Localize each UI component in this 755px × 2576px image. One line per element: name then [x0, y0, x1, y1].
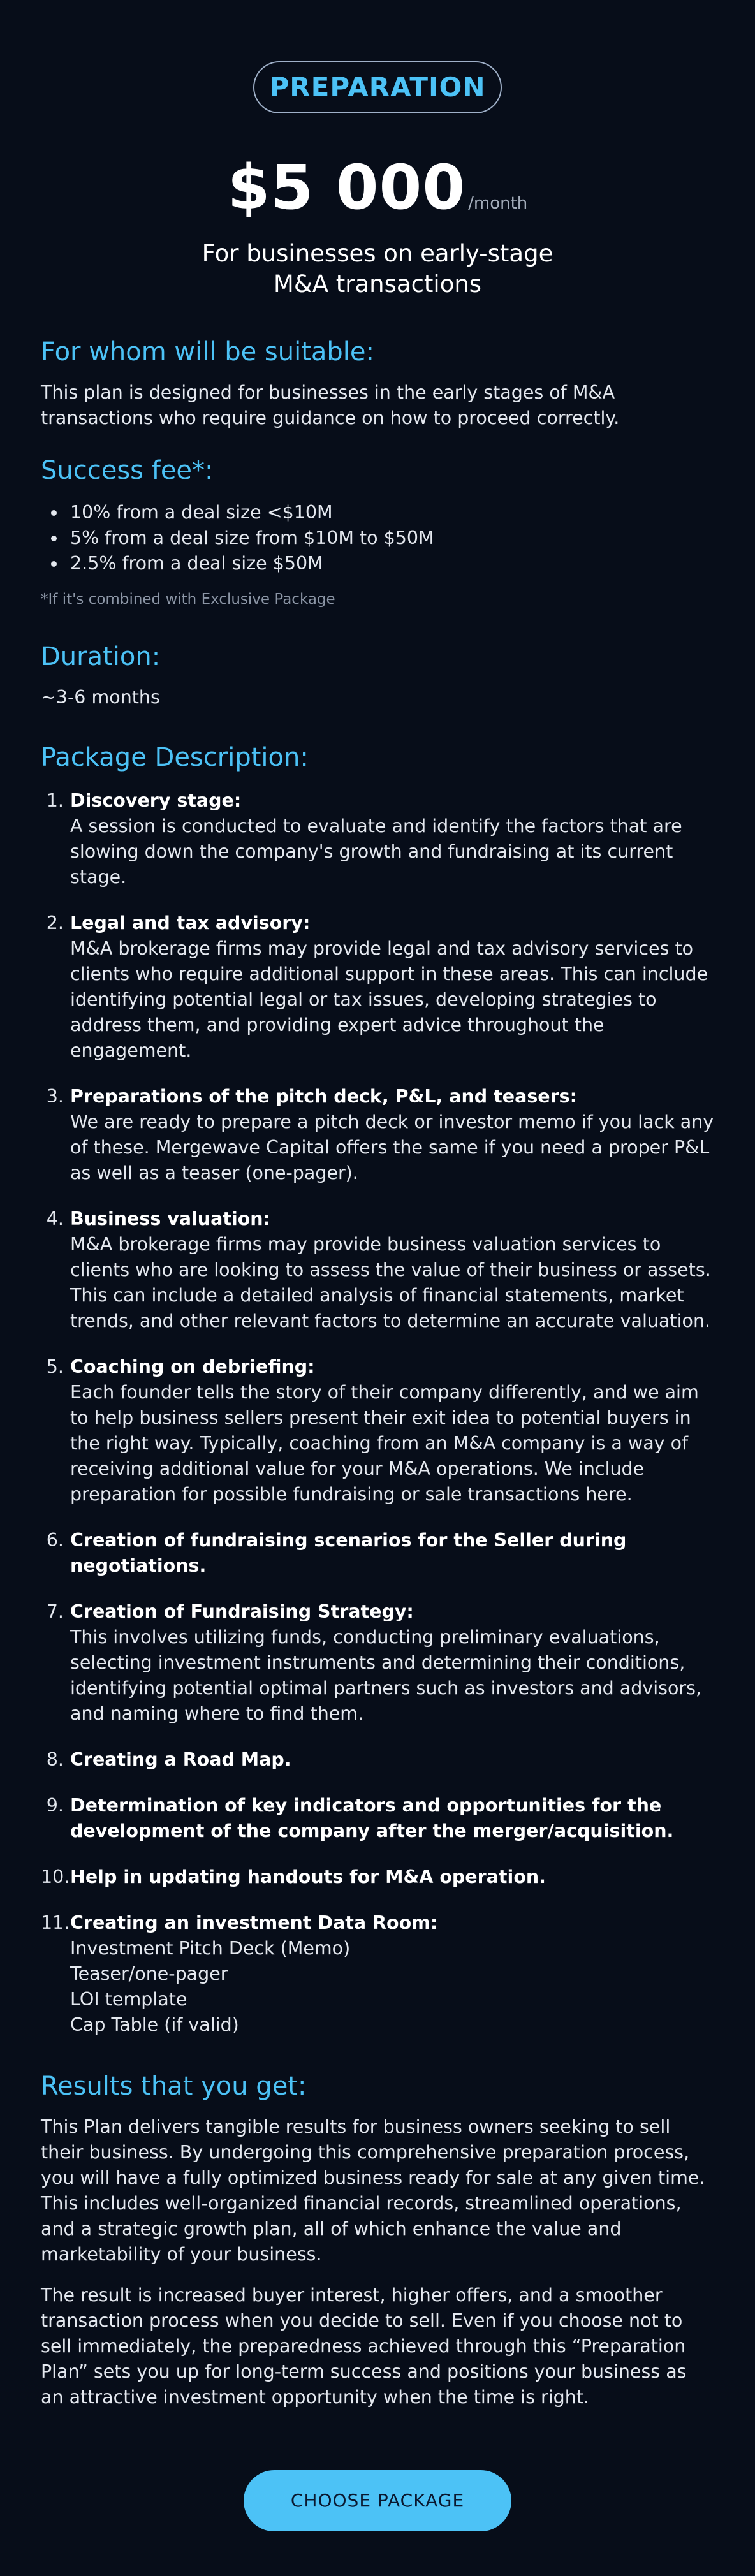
- step-item: [41, 1793, 714, 1844]
- results-paragraph-1: This Plan delivers tangible results for business owners seeking to sell their business. By undergoing this comprehensive preparation process, you will have a fully optimized business ready for sale at any given time. This includes well-organized financial records, streamlined operations, and a strategic growth plan, all of which enhance the value and marketability of your business.: [41, 2116, 705, 2265]
- step-title: Preparations of the pitch deck, P&L, and teasers:: [70, 1086, 578, 1107]
- step-item: [41, 911, 714, 1064]
- duration-text: ~3-6 months: [41, 687, 160, 708]
- step-text: M&A brokerage firms may provide business valuation services to clients who are looking to assess the value of their business or assets. This can include a detailed analysis of financial statements, market trends, and other relevant factors to determine an accurate valuation.: [70, 1234, 711, 1331]
- step-title: Help in updating handouts for M&A operation.: [70, 1866, 546, 1887]
- step-title: Determination of key indicators and opportunities for the development of the company after the merger/acquisition.: [70, 1795, 674, 1841]
- price-period: /month: [468, 194, 528, 213]
- package-description-heading: Package Description:: [41, 743, 309, 772]
- data-room-item: Teaser/one-pager: [70, 1963, 228, 1984]
- step-number: 11.: [41, 1912, 70, 1933]
- fee-item: 2.5% from a deal size $50M: [41, 551, 714, 576]
- step-title: Creation of fundraising scenarios for the Seller during negotiations.: [70, 1530, 627, 1576]
- step-number: 2.: [46, 912, 64, 933]
- badge-row: [41, 61, 714, 113]
- fee-item: 10% from a deal size <$10M: [41, 500, 714, 525]
- success-fee-list: [41, 500, 714, 576]
- section-success-fee: [41, 454, 714, 610]
- step-text: M&A brokerage firms may provide legal and tax advisory services to clients who require additional support in these areas. This can include identifying potential legal or tax issues, developing strategies to address them, and providing expert advice throughout the engagement.: [70, 938, 708, 1061]
- step-item: [41, 1599, 714, 1727]
- data-room-item: Cap Table (if valid): [70, 2014, 239, 2035]
- step-number: 7.: [46, 1601, 64, 1622]
- step-number: 4.: [46, 1208, 64, 1229]
- plan-price: $5 000: [227, 152, 466, 223]
- subtitle-line-2: M&A transactions: [273, 270, 482, 298]
- success-fee-heading: Success fee*:: [41, 456, 214, 485]
- suitable-heading: For whom will be suitable:: [41, 337, 375, 367]
- fee-item: 5% from a deal size from $10M to $50M: [41, 525, 714, 551]
- plan-badge: PREPARATION: [253, 61, 502, 113]
- step-text: Each founder tells the story of their company differently, and we aim to help business sellers present their exit idea to potential buyers in the right way. Typically, coaching from an M&A company is a way of receiving additional value for your M&A operations. We include preparation for possible fundraising or sale transactions here.: [70, 1382, 699, 1505]
- duration-heading: Duration:: [41, 642, 161, 671]
- step-title: Creation of Fundraising Strategy:: [70, 1601, 414, 1622]
- data-room-item: LOI template: [70, 1989, 187, 2010]
- plan-subtitle: [41, 238, 714, 300]
- choose-package-button[interactable]: CHOOSE PACKAGE: [244, 2470, 511, 2531]
- subtitle-line-1: For businesses on early-stage: [202, 240, 553, 267]
- step-item: [41, 1910, 714, 2038]
- step-number: 1.: [46, 790, 64, 811]
- step-item: [41, 1354, 714, 1507]
- step-number: 8.: [46, 1749, 64, 1770]
- fee-footnote: *If it's combined with Exclusive Package: [41, 591, 335, 608]
- price-row: [41, 152, 714, 223]
- section-duration: [41, 640, 714, 710]
- step-number: 5.: [46, 1356, 64, 1377]
- data-room-item: Investment Pitch Deck (Memo): [70, 1938, 351, 1959]
- step-item: [41, 1084, 714, 1186]
- results-heading: Results that you get:: [41, 2072, 307, 2101]
- step-item: [41, 788, 714, 890]
- step-text: A session is conducted to evaluate and identify the factors that are slowing down the company's growth and fundraising at its current stage.: [70, 816, 682, 888]
- step-text: We are ready to prepare a pitch deck or investor memo if you lack any of these. Mergewave Capital offers the same if you need a proper P&L as well as a teaser (one-pager).: [70, 1111, 714, 1183]
- cta-row: [41, 2470, 714, 2531]
- step-number: 6.: [46, 1530, 64, 1551]
- results-paragraph-2: The result is increased buyer interest, higher offers, and a smoother transaction process when you decide to sell. Even if you choose not to sell immediately, the preparedness achieved through this “Preparation Plan” sets you up for long-term success and positions your business as an attractive investment opportunity when the time is right.: [41, 2285, 687, 2408]
- section-results: [41, 2070, 714, 2410]
- step-number: 3.: [46, 1086, 64, 1107]
- step-title: Coaching on debriefing:: [70, 1356, 315, 1377]
- step-title: Creating an investment Data Room:: [70, 1912, 438, 1933]
- section-suitable: [41, 335, 714, 431]
- step-item: [41, 1528, 714, 1579]
- section-package-description: [41, 741, 714, 2038]
- step-title: Discovery stage:: [70, 790, 242, 811]
- step-item: [41, 1747, 714, 1773]
- steps-list: [41, 788, 714, 2038]
- suitable-text: This plan is designed for businesses in the early stages of M&A transactions who require guidance on how to proceed correctly.: [41, 382, 620, 428]
- step-number: 10.: [41, 1866, 70, 1887]
- step-title: Creating a Road Map.: [70, 1749, 291, 1770]
- step-item: [41, 1206, 714, 1334]
- step-text: This involves utilizing funds, conducting preliminary evaluations, selecting investment instruments and determining their conditions, identifying potential optimal partners such as investors and advisors, and naming where to find them.: [70, 1627, 702, 1724]
- step-title: Business valuation:: [70, 1208, 270, 1229]
- step-title: Legal and tax advisory:: [70, 912, 311, 933]
- step-item: [41, 1864, 714, 1890]
- step-number: 9.: [46, 1795, 64, 1816]
